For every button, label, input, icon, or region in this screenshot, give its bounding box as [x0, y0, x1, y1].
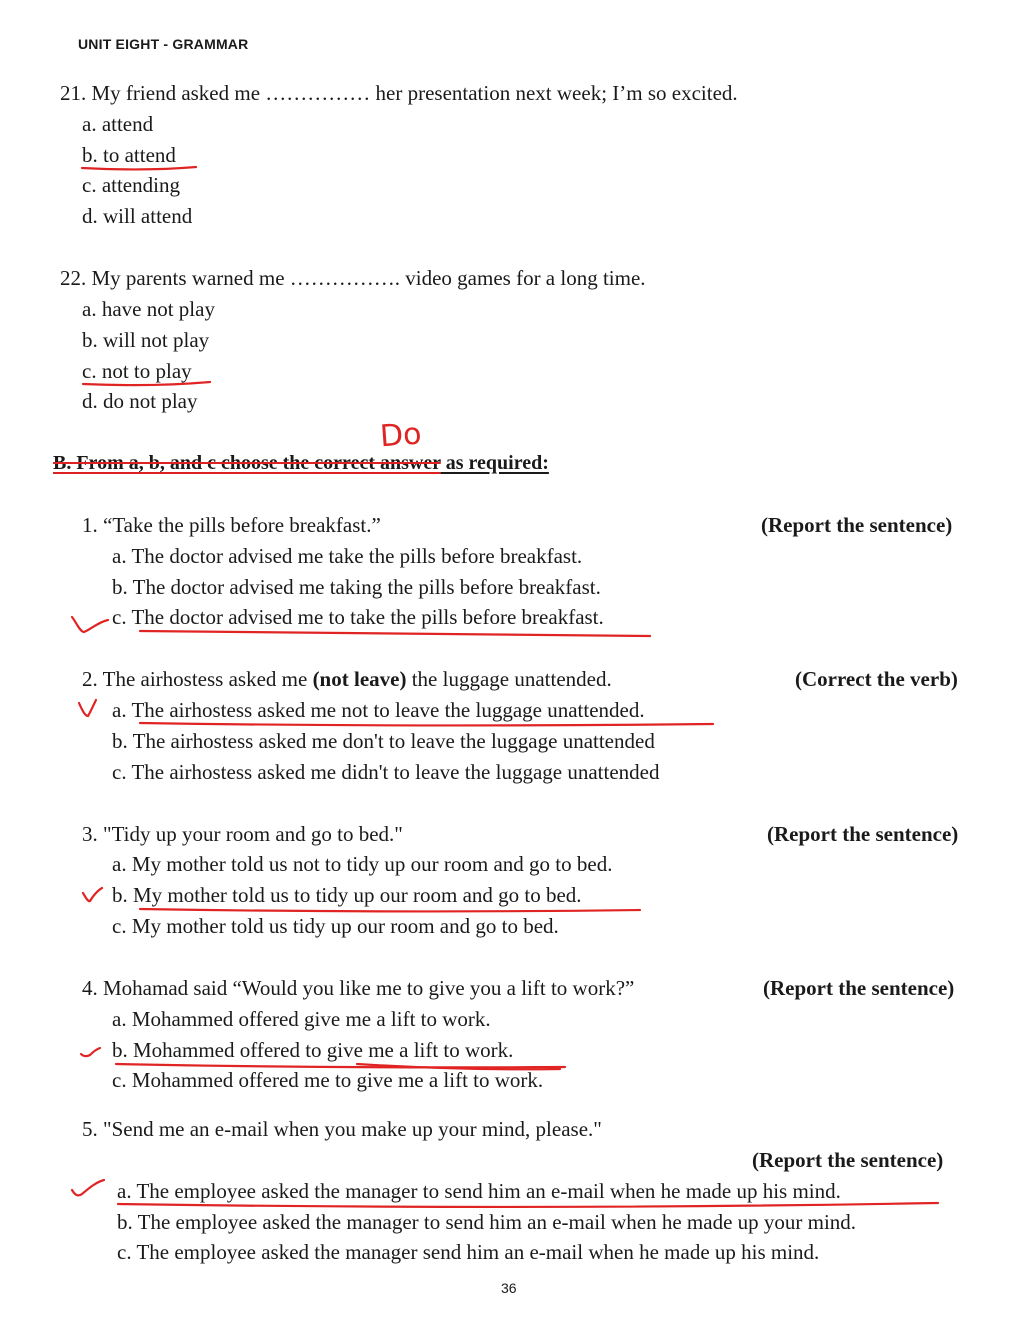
- item-1-option-c: c. The doctor advised me to take the pills before breakfast.: [112, 605, 604, 629]
- q21-option-a: a. attend: [82, 112, 154, 136]
- item-1-option-a: a. The doctor advised me take the pills before breakfast.: [112, 544, 583, 568]
- q21-option-b: b. to attend: [82, 143, 176, 167]
- item-1-stem: 1. “Take the pills before breakfast.”: [82, 513, 381, 537]
- item-2-stem: [82, 667, 612, 691]
- q22-option-b: b. will not play: [82, 328, 210, 352]
- page-header: UNIT EIGHT - GRAMMAR: [78, 36, 249, 52]
- item-4-stem: 4. Mohamad said “Would you like me to give you a lift to work?”: [82, 976, 635, 1000]
- item-3-option-a: a. My mother told us not to tidy up our room and go to bed.: [112, 852, 613, 876]
- item-1-option-b: b. The doctor advised me taking the pills before breakfast.: [112, 575, 601, 599]
- item-3-option-c: c. My mother told us tidy up our room and go to bed.: [112, 914, 559, 938]
- item-5-stem: 5. "Send me an e-mail when you make up your mind, please.": [82, 1117, 602, 1141]
- checkmark-item-5: [72, 1180, 104, 1195]
- item-3-stem: 3. "Tidy up your room and go to bed.": [82, 822, 403, 846]
- underline-item-3-b: [140, 909, 640, 911]
- item-5-option-a: a. The employee asked the manager to send him an e-mail when he made up his mind.: [117, 1179, 841, 1203]
- q22-option-c: c. not to play: [82, 359, 192, 383]
- item-4-option-c: c. Mohammed offered me to give me a lift to work.: [112, 1068, 544, 1092]
- item-2-option-a: a. The airhostess asked me not to leave the luggage unattended.: [112, 698, 645, 722]
- item-2-option-c: c. The airhostess asked me didn't to leave the luggage unattended: [112, 760, 660, 784]
- section-b-title-rest: as required:: [440, 452, 549, 474]
- underline-item-2-a: [140, 723, 713, 725]
- checkmark-item-3: [83, 888, 102, 901]
- q22-option-d: d. do not play: [82, 389, 198, 413]
- section-b-title: [53, 451, 549, 475]
- question-21-stem: 21. My friend asked me …………… her presentation next week; I’m so excited.: [60, 81, 738, 105]
- q21-option-c: c. attending: [82, 173, 180, 197]
- item-5-option-b: b. The employee asked the manager to send him an e-mail when he made up your mind.: [117, 1210, 857, 1234]
- q22-option-a: a. have not play: [82, 297, 215, 321]
- item-5-instruction: (Report the sentence): [752, 1148, 944, 1172]
- underline-item-4-b: [116, 1064, 565, 1067]
- item-2-option-b: b. The airhostess asked me don't to leave the luggage unattended: [112, 729, 655, 753]
- page-number: 36: [501, 1280, 517, 1296]
- section-b-struck-text: B. From a, b, and c choose the correct answer: [53, 452, 441, 474]
- question-22-stem: 22. My parents warned me ……………. video games for a long time.: [60, 266, 646, 290]
- item-2-stem-pre: 2. The airhostess asked me: [82, 667, 313, 691]
- checkmark-item-4: [81, 1048, 100, 1056]
- item-3-instruction: (Report the sentence): [767, 822, 959, 846]
- item-1-instruction: (Report the sentence): [761, 513, 953, 537]
- underline-item-1-c: [140, 631, 650, 636]
- item-3-option-b: b. My mother told us to tidy up our room and go to bed.: [112, 883, 582, 907]
- item-4-instruction: (Report the sentence): [763, 976, 955, 1000]
- checkmark-item-1: [72, 617, 108, 632]
- item-4-option-a: a. Mohammed offered give me a lift to work.: [112, 1007, 491, 1031]
- item-4-option-b: b. Mohammed offered to give me a lift to work.: [112, 1038, 514, 1062]
- item-2-stem-post: the luggage unattended.: [406, 667, 612, 691]
- item-2-stem-bold: (not leave): [312, 667, 407, 691]
- item-5-option-c: c. The employee asked the manager send him an e-mail when he made up his mind.: [117, 1240, 820, 1264]
- checkmark-item-2: [79, 700, 96, 716]
- q21-option-d: d. will attend: [82, 204, 193, 228]
- underline-item-5-a: [118, 1203, 938, 1207]
- underline-q21-b: [82, 167, 196, 169]
- handwritten-correction: Do: [378, 416, 423, 455]
- item-2-instruction: (Correct the verb): [795, 667, 958, 691]
